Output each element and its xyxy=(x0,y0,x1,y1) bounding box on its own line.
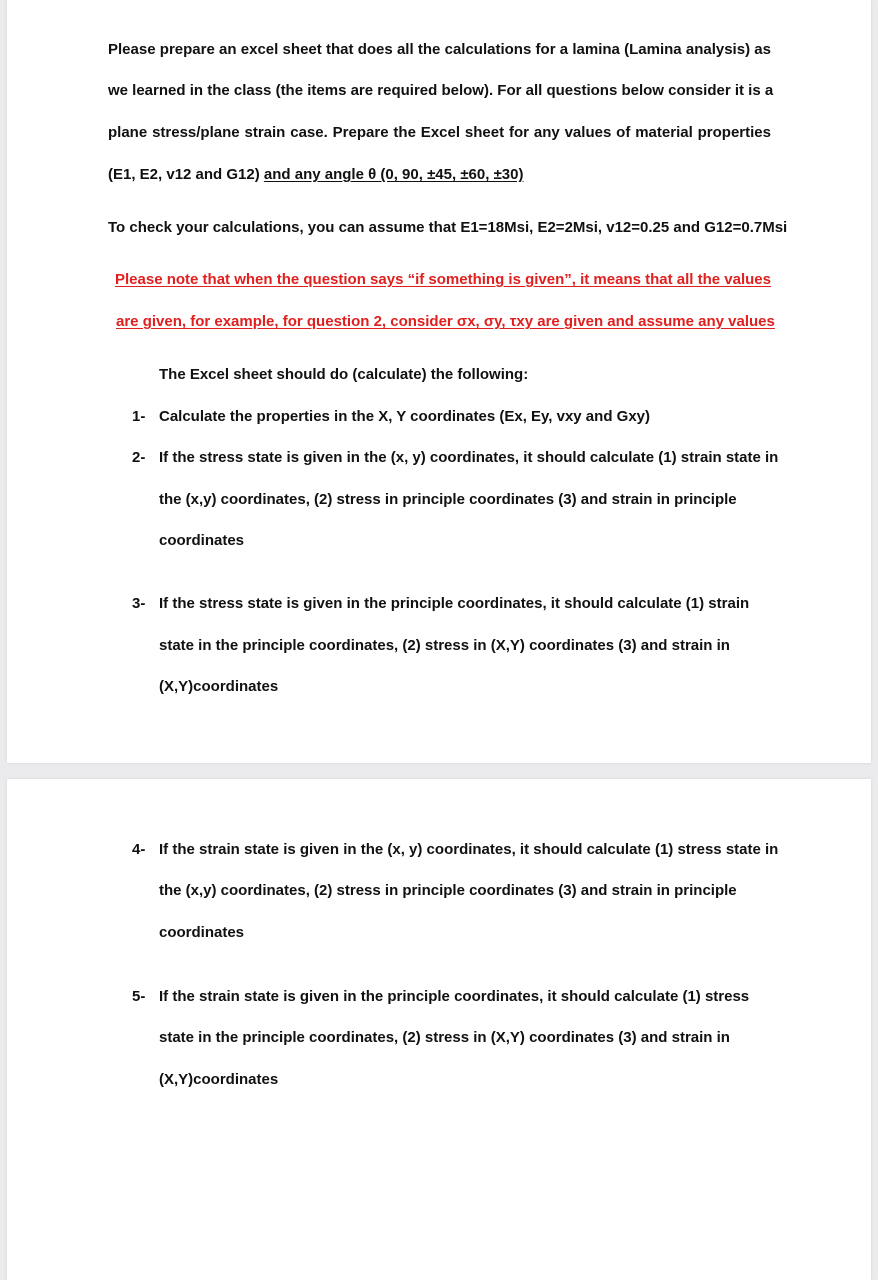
item-3-number: 3- xyxy=(132,595,146,612)
item-5-line-2: state in the principle coordinates, (2) stress in (X,Y) coordinates (3) and strain in xyxy=(159,1029,730,1046)
item-2-line-1: If the stress state is given in the (x, y) coordinates, it should calculate (1) strain state in xyxy=(159,449,779,466)
intro-line-1: Please prepare an excel sheet that does all the calculations for a lamina (Lamina analysis) as xyxy=(108,41,771,58)
item-5-line-3: (X,Y)coordinates xyxy=(159,1071,279,1088)
item-4-number: 4- xyxy=(132,841,146,858)
item-2-line-3: coordinates xyxy=(159,532,245,549)
document-page-2 xyxy=(7,779,871,1280)
item-5-number: 5- xyxy=(132,988,146,1005)
check-values-line: To check your calculations, you can assume that E1=18Msi, E2=2Msi, v12=0.25 and G12=0.7Msi xyxy=(108,219,788,236)
item-4-line-2: the (x,y) coordinates, (2) stress in principle coordinates (3) and strain in principle xyxy=(159,882,737,899)
excel-intro-heading: The Excel sheet should do (calculate) the following: xyxy=(159,366,529,383)
item-2-number: 2- xyxy=(132,449,146,466)
item-1-number: 1- xyxy=(132,408,146,425)
item-3-line-1: If the stress state is given in the principle coordinates, it should calculate (1) strain xyxy=(159,595,750,612)
item-3-line-3: (X,Y)coordinates xyxy=(159,678,279,695)
note-line-2: are given, for example, for question 2, consider σx, σy, τxy are given and assume any values xyxy=(116,313,775,330)
document-page-1 xyxy=(7,0,871,763)
item-3-line-2: state in the principle coordinates, (2) stress in (X,Y) coordinates (3) and strain in xyxy=(159,637,730,654)
item-1-line-1: Calculate the properties in the X, Y coordinates (Ex, Ey, vxy and Gxy) xyxy=(159,408,650,425)
intro-line-4-plain: (E1, E2, v12 and G12) xyxy=(108,166,264,183)
item-4-line-3: coordinates xyxy=(159,924,245,941)
angle-range-underlined: and any angle θ (0, 90, ±45, ±60, ±30) xyxy=(263,166,524,183)
item-2-line-2: the (x,y) coordinates, (2) stress in principle coordinates (3) and strain in principle xyxy=(159,491,737,508)
intro-line-4 xyxy=(108,165,523,185)
note-line-1: Please note that when the question says “if something is given”, it means that all the values xyxy=(115,271,771,288)
item-5-line-1: If the strain state is given in the principle coordinates, it should calculate (1) stress xyxy=(159,988,750,1005)
intro-line-3: plane stress/plane strain case. Prepare the Excel sheet for any values of material properties xyxy=(108,124,771,141)
intro-line-2: we learned in the class (the items are required below). For all questions below consider it is a xyxy=(108,82,774,99)
item-4-line-1: If the strain state is given in the (x, y) coordinates, it should calculate (1) stress state in xyxy=(159,841,779,858)
